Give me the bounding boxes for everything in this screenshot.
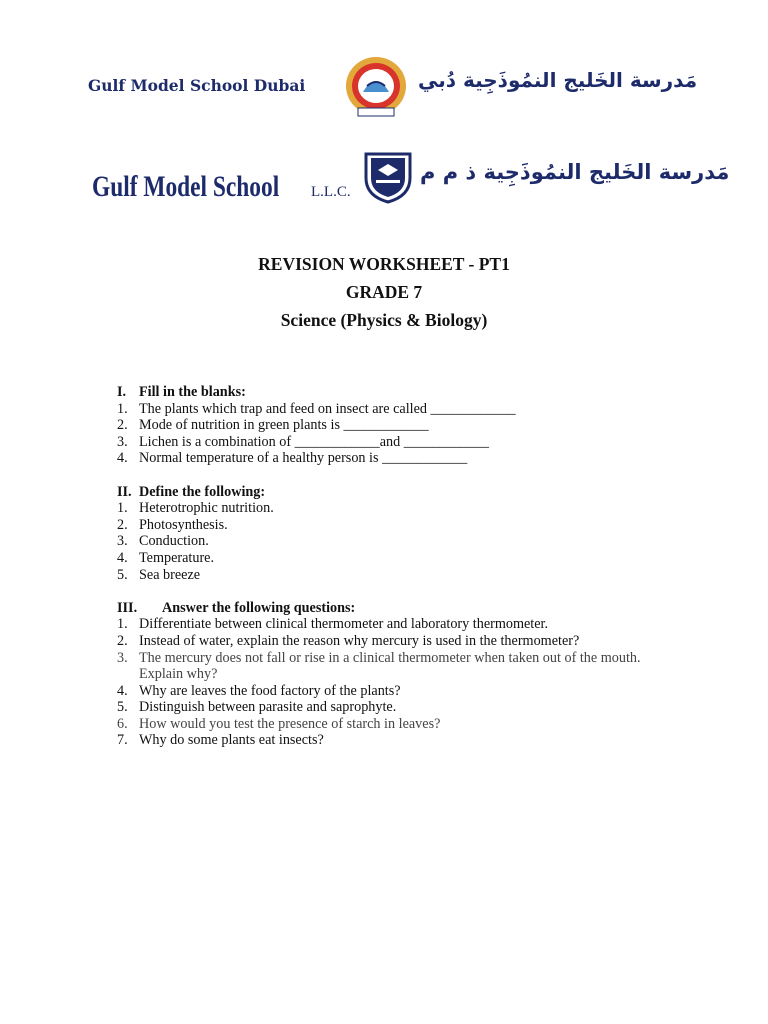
item-number: 3. <box>117 433 128 450</box>
item-number: 1. <box>117 616 128 633</box>
item-text: Lichen is a combination of ____________and ____________ <box>139 433 489 450</box>
section-title: Fill in the blanks: <box>139 384 246 400</box>
item-text: The plants which trap and feed on insect are called ____________ <box>139 400 516 417</box>
item-number: 3. <box>117 649 128 666</box>
item-number: 5. <box>117 566 128 583</box>
question-item <box>117 417 677 434</box>
item-text: Mode of nutrition in green plants is ____________ <box>139 417 429 434</box>
item-number: 4. <box>117 682 128 699</box>
item-number: 4. <box>117 450 128 467</box>
section-title: Answer the following questions: <box>162 599 356 616</box>
question-item <box>117 699 677 716</box>
question-item <box>117 732 677 749</box>
question-item <box>117 533 677 550</box>
question-item <box>117 401 677 418</box>
item-number: 1. <box>117 400 128 417</box>
item-number: 3. <box>117 533 128 550</box>
worksheet-body <box>117 384 677 749</box>
school-shield-logo-icon <box>358 148 418 204</box>
item-text: Instead of water, explain the reason why mercury is used in the thermometer? <box>139 632 580 649</box>
school-name-english: Gulf Model School <box>92 170 280 203</box>
item-number: 1. <box>117 500 128 517</box>
section-heading <box>117 384 677 401</box>
grade-title: GRADE 7 <box>345 282 423 302</box>
section-heading <box>117 484 677 501</box>
item-text: The mercury does not fall or rise in a clinical thermometer when taken out of the mouth. Explain why? <box>139 649 641 683</box>
item-text: Temperature. <box>139 549 215 566</box>
item-text: How would you test the presence of starch in leaves? <box>139 715 441 732</box>
item-text: Conduction. <box>139 533 209 550</box>
question-item <box>117 650 677 683</box>
question-item <box>117 500 677 517</box>
worksheet-title: REVISION WORKSHEET - PT1 <box>258 254 510 274</box>
section-title: Define the following: <box>139 483 266 500</box>
item-number: 2. <box>117 417 128 434</box>
question-item <box>117 716 677 733</box>
school-header-secondary <box>92 148 730 210</box>
school-name-arabic: مَدرسة الخَليج النمُوذَجِية ذ م م <box>420 160 730 184</box>
item-text: Differentiate between clinical thermometer and laboratory thermometer. <box>139 616 549 633</box>
section-number: II. <box>117 483 132 500</box>
section-heading <box>117 600 677 617</box>
item-number: 2. <box>117 632 128 649</box>
item-number: 7. <box>117 732 128 749</box>
question-item <box>117 633 677 650</box>
school-name-arabic: مَدرسة الخَليج النمُوذَجِية دُبي <box>418 68 698 92</box>
school-header-primary <box>88 56 698 120</box>
item-number: 4. <box>117 549 128 566</box>
section-number: III. <box>117 599 138 616</box>
school-crest-logo-icon <box>341 56 411 120</box>
question-item <box>117 550 677 567</box>
item-text: Why do some plants eat insects? <box>139 732 324 749</box>
item-number: 2. <box>117 516 128 533</box>
item-text: Normal temperature of a healthy person is ____________ <box>139 450 468 467</box>
item-text: Heterotrophic nutrition. <box>139 500 274 517</box>
item-text: Photosynthesis. <box>139 516 228 533</box>
question-item <box>117 616 677 633</box>
section-number: I. <box>117 384 127 400</box>
subject-title: Science (Physics & Biology) <box>280 310 488 330</box>
question-item <box>117 434 677 451</box>
company-suffix: L.L.C. <box>311 184 351 200</box>
item-number: 6. <box>117 715 128 732</box>
item-text: Why are leaves the food factory of the plants? <box>139 682 401 699</box>
question-item <box>117 683 677 700</box>
question-item <box>117 517 677 534</box>
item-text: Distinguish between parasite and saprophyte. <box>139 699 397 716</box>
question-item <box>117 567 677 584</box>
item-text: Sea breeze <box>139 566 201 583</box>
question-item <box>117 450 677 467</box>
item-number: 5. <box>117 699 128 716</box>
school-name-english: Gulf Model School Dubai <box>88 76 306 95</box>
